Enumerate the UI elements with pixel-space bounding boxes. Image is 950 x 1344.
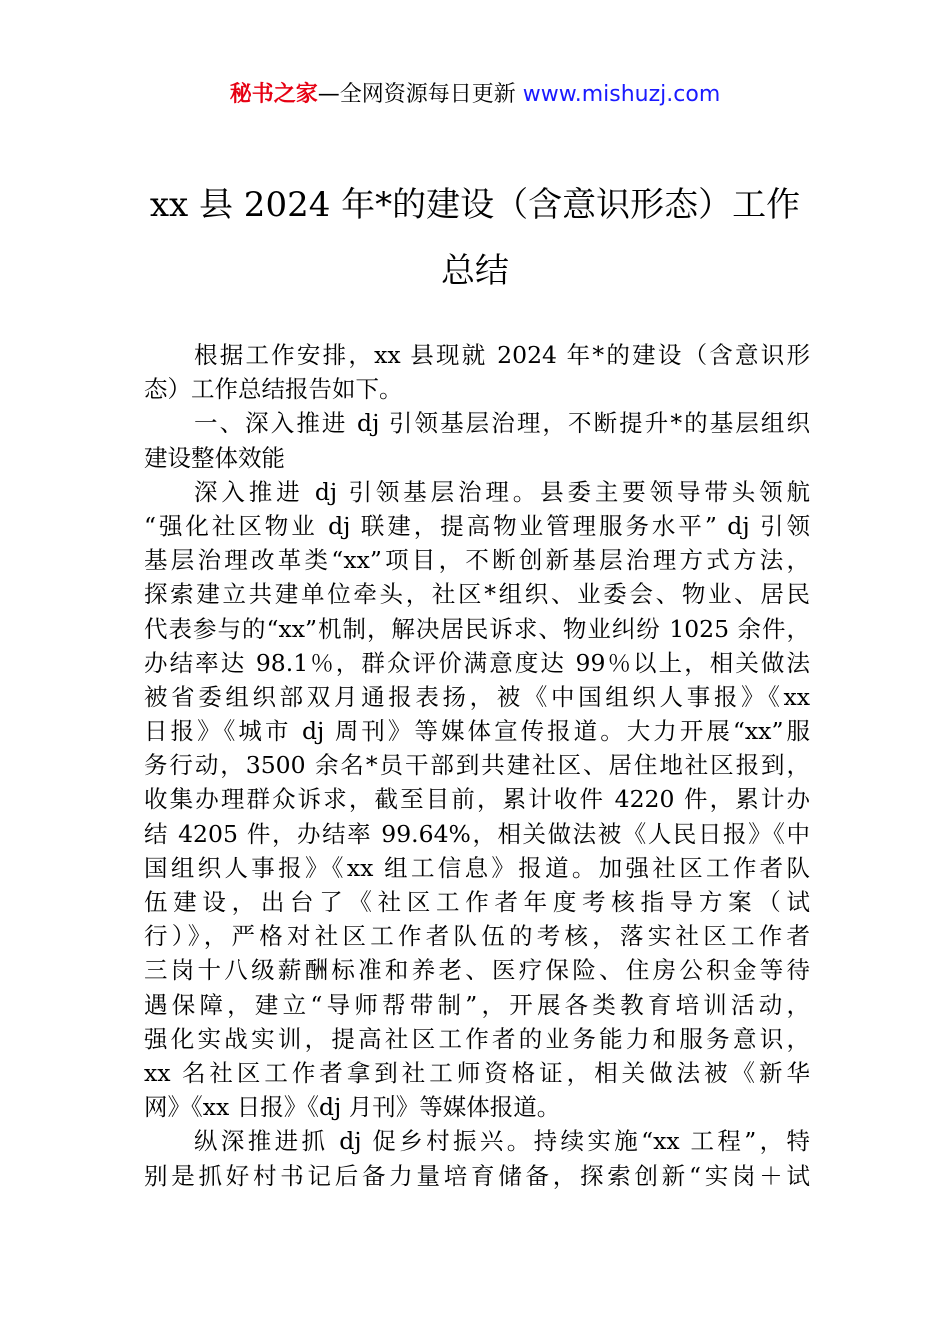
body-line: 遇保障，建立“导师帮带制”，开展各类教育培训活动， <box>144 990 810 1019</box>
body-line: 收集办理群众诉求，截至目前，累计收件 4220 件，累计办 <box>144 785 810 814</box>
body-line: 三岗十八级薪酬标准和养老、医疗保险、住房公积金等待 <box>144 956 810 985</box>
body-line: 网》《xx 日报》《dj 月刊》等媒体报道。 <box>144 1093 561 1122</box>
body-line: 国组织人事报》《xx 组工信息》报道。加强社区工作者队 <box>144 853 810 882</box>
body-line: “强化社区物业 dj 联建，提高物业管理服务水平” dj 引领 <box>144 511 810 540</box>
title-line-1: xx 县 2024 年*的建设（含意识形态）工作 <box>149 185 801 225</box>
document-body <box>144 338 810 1193</box>
body-line: 结 4205 件，办结率 99.64%，相关做法被《人民日报》《中 <box>144 819 810 848</box>
body-line: 别是抓好村书记后备力量培育储备，探索创新“实岗＋试 <box>144 1161 810 1190</box>
body-line: 强化实战实训，提高社区工作者的业务能力和服务意识， <box>144 1024 810 1053</box>
body-line: 伍建设，出台了《社区工作者年度考核指导方案（试 <box>144 888 810 916</box>
section-heading-line: 一、深入推进 dj 引领基层治理，不断提升*的基层组织 <box>194 409 810 438</box>
body-line: 务行动，3500 余名*员干部到共建社区、居住地社区报到， <box>144 751 810 780</box>
body-line: xx 名社区工作者拿到社工师资格证，相关做法被《新华 <box>144 1058 810 1087</box>
body-line: 根据工作安排，xx 县现就 2024 年*的建设（含意识形 <box>194 341 810 369</box>
body-line: 行）》，严格对社区工作者队伍的考核，落实社区工作者 <box>144 922 810 951</box>
body-line: 态）工作总结报告如下。 <box>144 375 403 404</box>
body-line: 日报》《城市 dj 周刊》等媒体宣传报道。大力开展“xx”服 <box>144 717 810 746</box>
site-url-link[interactable]: www.mishuzj.com <box>522 82 721 107</box>
site-header <box>0 78 950 112</box>
section-heading-line: 建设整体效能 <box>144 443 285 472</box>
site-slogan: —全网资源每日更新 <box>317 82 523 107</box>
body-line: 代表参与的“xx”机制，解决居民诉求、物业纠纷 1025 余件， <box>144 614 810 643</box>
title-line-2: 总结 <box>441 251 509 291</box>
body-line: 深入推进 dj 引领基层治理。县委主要领导带头领航 <box>194 477 810 506</box>
body-line: 办结率达 98.1％，群众评价满意度达 99％以上，相关做法 <box>144 648 810 677</box>
body-line: 探索建立共建单位牵头，社区*组织、业委会、物业、居民 <box>144 580 810 609</box>
site-brand: 秘书之家 <box>229 82 318 107</box>
body-line: 基层治理改革类“xx”项目，不断创新基层治理方式方法， <box>144 546 810 575</box>
body-line: 被省委组织部双月通报表扬，被《中国组织人事报》《xx <box>144 682 810 711</box>
body-line: 纵深推进抓 dj 促乡村振兴。持续实施“xx 工程”，特 <box>194 1127 810 1156</box>
document-title <box>140 172 810 304</box>
